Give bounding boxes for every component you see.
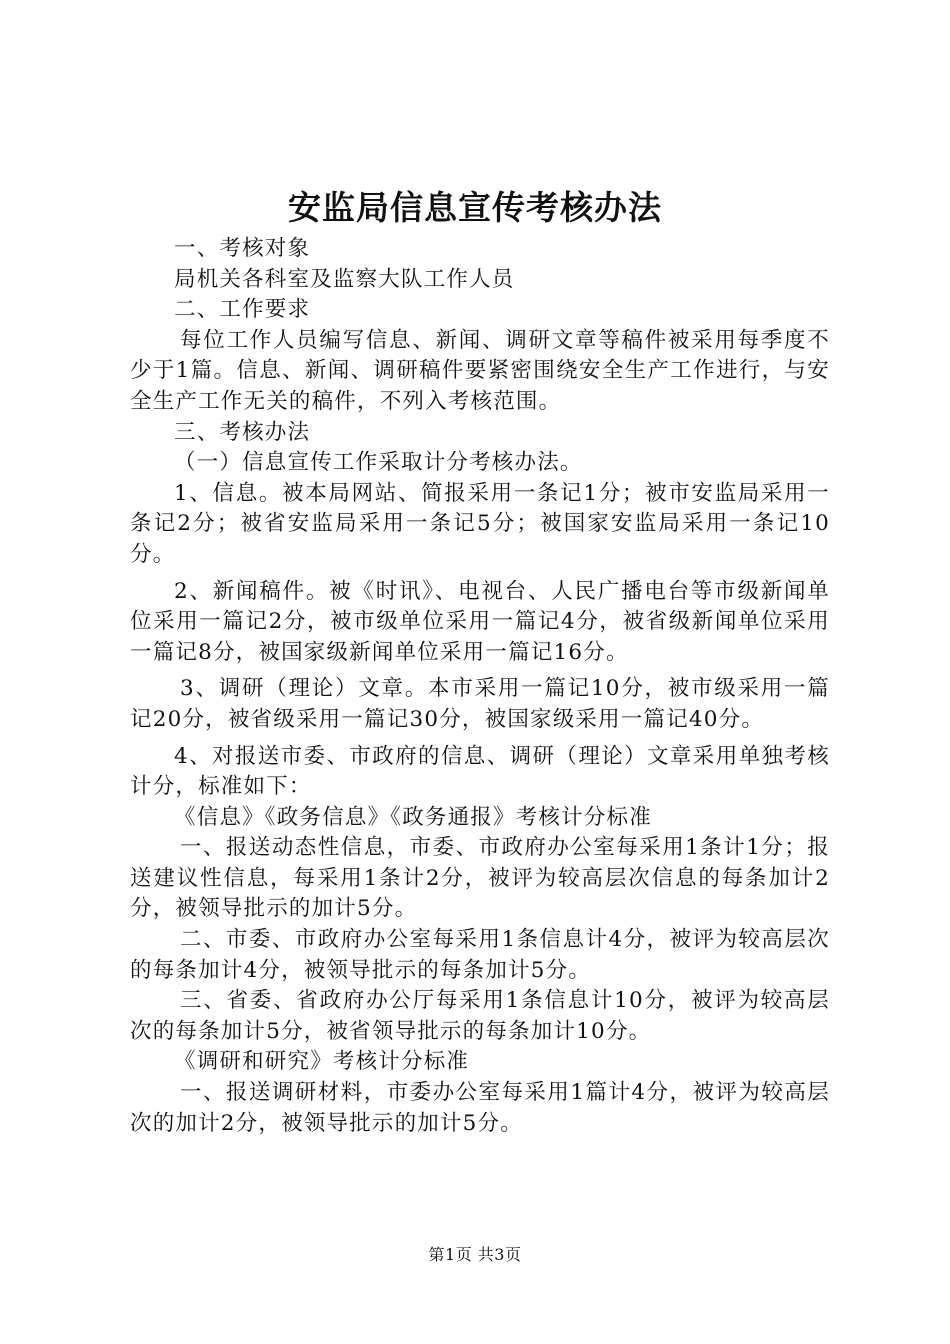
paragraph-separate-scoring: 4、对报送市委、市政府的信息、调研（理论）文章采用单独考核计分，标准如下： <box>130 743 830 800</box>
paragraph-news-scoring: 2、新闻稿件。被《时讯》、电视台、人民广播电台等市级新闻单位采用一篇记2分，被市级单位采用一篇记4分，被省级新闻单位采用一篇记8分，被国家级新闻单位采用一篇记16分。 <box>130 578 830 665</box>
subsection-heading-scoring: （一）信息宣传工作采取计分考核办法。 <box>174 450 583 476</box>
paragraph-information-scoring: 1、信息。被本局网站、简报采用一条记1分；被市安监局采用一条记2分；被省安监局采用一条记5分；被国家安监局采用一条记10分。 <box>130 480 830 567</box>
standard-heading-research: 《调研和研究》考核计分标准 <box>174 1049 470 1075</box>
paragraph-standard-item-2: 二、市委、市政府办公室每采用1条信息计4分，被评为较高层次的每条加计4分，被领导批示的每条加计5分。 <box>130 927 830 983</box>
section-heading-method: 三、考核办法 <box>174 419 311 445</box>
section-heading-requirements: 二、工作要求 <box>174 297 311 323</box>
paragraph-target-description: 局机关各科室及监察大队工作人员 <box>174 266 515 292</box>
paragraph-standard-item-1: 一、报送动态性信息，市委、市政府办公室每采用1条计1分；报送建议性信息，每采用1条计2分，被评为较高层次信息的每条加计2分，被领导批示的加计5分。 <box>130 835 830 922</box>
paragraph-standard-item-3: 三、省委、省政府办公厅每采用1条信息计10分，被评为较高层次的每条加计5分，被省领导批示的每条加计10分。 <box>130 988 830 1044</box>
document-title: 安监局信息宣传考核办法 <box>288 188 662 227</box>
document-body <box>130 234 830 1139</box>
paragraph-research-item-1: 一、报送调研材料，市委办公室每采用1篇计4分，被评为较高层次的加计2分，被领导批示的加计5分。 <box>130 1080 830 1136</box>
section-heading-target: 一、考核对象 <box>174 236 311 261</box>
paragraph-requirements: 每位工作人员编写信息、新闻、调研文章等稿件被采用每季度不少于1篇。信息、新闻、调研稿件要紧密围绕安全生产工作进行，与安全生产工作无关的稿件，不列入考核范围。 <box>130 327 830 414</box>
page-footer: 第1页 共3页 <box>428 1245 522 1264</box>
paragraph-research-scoring: 3、调研（理论）文章。本市采用一篇记10分，被市级采用一篇记20分，被省级采用一篇记30分，被国家级采用一篇记40分。 <box>130 676 830 732</box>
standard-heading-information: 《信息》《政务信息》《政务通报》考核计分标准 <box>174 804 652 830</box>
